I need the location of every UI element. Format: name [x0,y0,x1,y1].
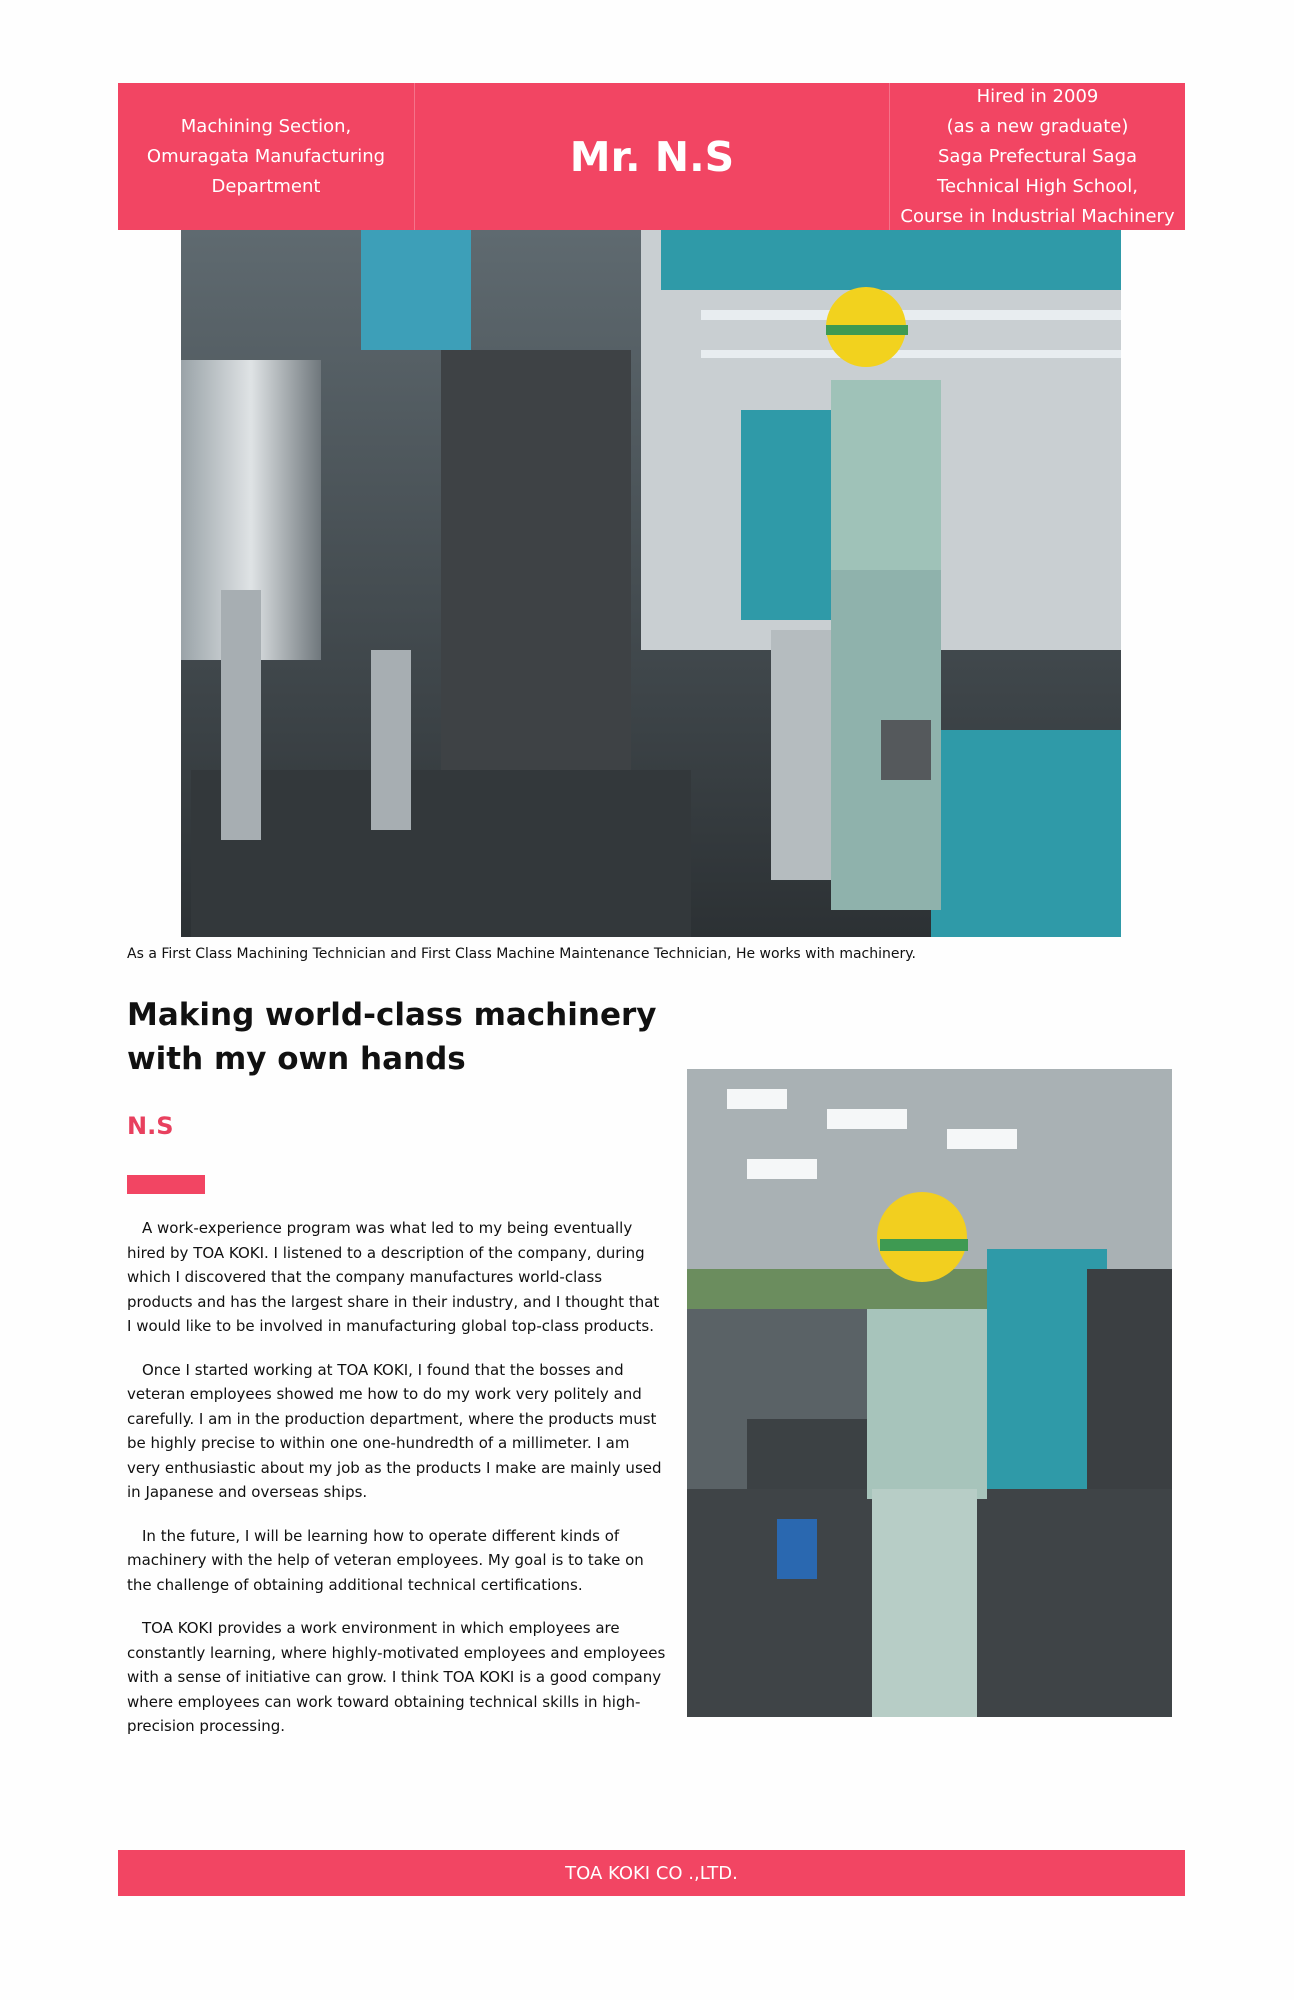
article-body [127,1216,667,1758]
article-headline: Making world-class machinery with my own hands [127,997,657,1077]
main-photo [181,230,1121,937]
accent-bar [127,1175,205,1194]
author-name: N.S [127,1112,174,1140]
paragraph: A work-experience program was what led to my being eventually hired by TOA KOKI. I listened to a description of the company, during which I discovered that the company manufactures world-class products and has the largest share in their industry, and I thought that I would like to be involved in manufacturing global top-class products. [127,1219,660,1335]
paragraph: Once I started working at TOA KOKI, I found that the bosses and veteran employees showed me how to do my work very politely and carefully. I am in the production department, where the products must be highly precise to within one one-hundredth of a millimeter. I am very enthusiastic about my job as the products I make are mainly used in Japanese and overseas ships. [127,1360,662,1501]
paragraph: In the future, I will be learning how to operate different kinds of machinery with the help of veteran employees. My goal is to take on the challenge of obtaining additional technical certifications. [127,1526,644,1594]
department-label: Machining Section, Omuragata Manufacturing Department [118,83,415,230]
hire-info: Hired in 2009 (as a new graduate) Saga Prefectural Saga Technical High School, Course in Industrial Machinery [900,85,1175,227]
photo-caption: As a First Class Machining Technician and First Class Machine Maintenance Technician, He works with machinery. [127,946,916,962]
profile-header [118,83,1185,230]
employee-name: Mr. N.S [415,83,890,230]
company-footer [118,1850,1185,1896]
paragraph: TOA KOKI provides a work environment in which employees are constantly learning, where highly-motivated employees and employees with a sense of initiative can grow. I think TOA KOKI is a good company where employees can work toward obtaining technical skills in high-precision processing. [127,1619,666,1735]
company-name: TOA KOKI CO .,LTD. [565,1862,738,1884]
secondary-photo [687,1069,1172,1717]
